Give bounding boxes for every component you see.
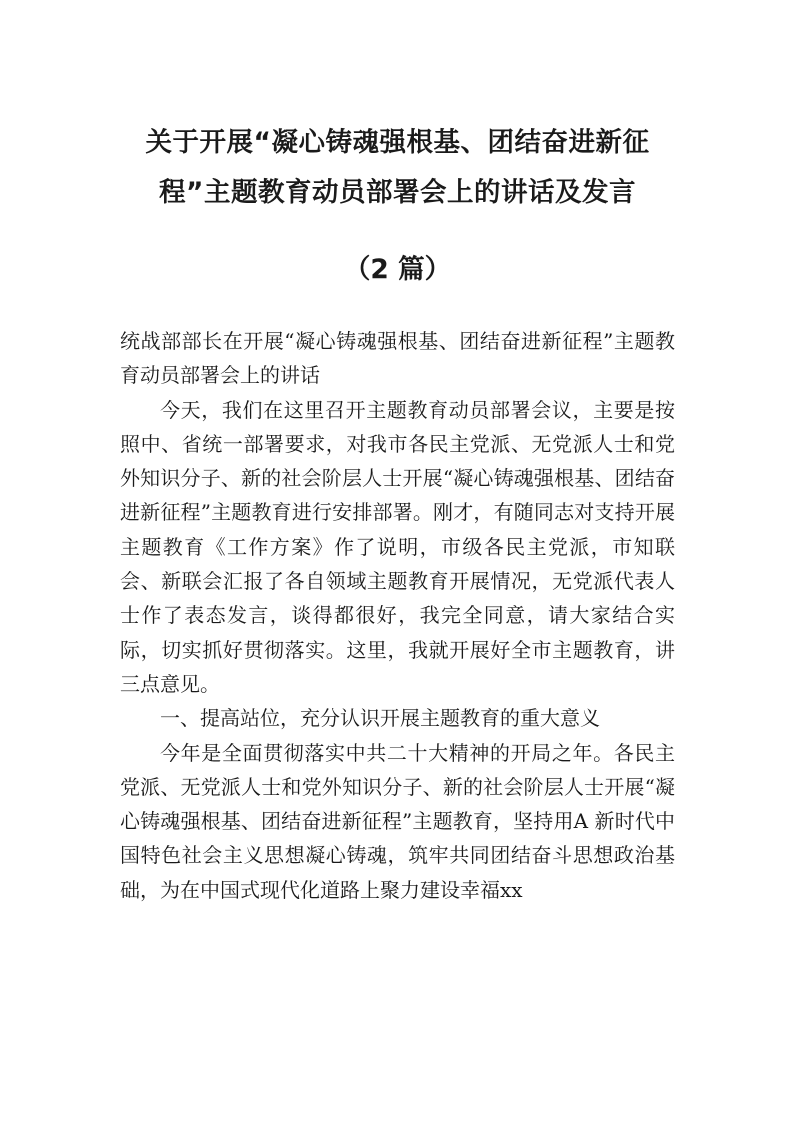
document-title: 关于开展“凝心铸魂强根基、团结奋进新征程”主题教育动员部署会上的讲话及发言 (145, 127, 650, 208)
paragraph: 今天，我们在这里召开主题教育动员部署会议，主要是按照中、省统一部署要求，对我市各民主党派、无党派人士和党外知识分子、新的社会阶层人士开展“凝心铸魂强根基、团结奋进新征程”主题教育进行安排部署。刚才，有随同志对支持开展主题教育《工作方案》作了说明，市级各民主党派，市知联会、新联会汇报了各自领域主题教育开展情况，无党派代表人士作了表态发言，谈得都很好，我完全同意，请大家结合实际，切实抓好贯彻落实。这里，我就开展好全市主题教育，讲三点意见。 (120, 397, 675, 696)
speech-heading: 统战部部长在开展“凝心铸魂强根基、团结奋进新征程”主题教育动员部署会上的讲话 (120, 329, 675, 388)
paragraph: 今年是全面贯彻落实中共二十大精神的开局之年。各民主党派、无党派人士和党外知识分子、新的社会阶层人士开展“凝心铸魂强根基、团结奋进新征程”主题教育，坚持用A 新时代中国特色社会主义思想凝心铸魂，筑牢共同团结奋斗思想政治基础，为在中国式现代化道路上聚力建设幸福xx (120, 740, 675, 902)
document-body (120, 324, 675, 907)
section-heading: 一、提高站位，充分认识开展主题教育的重大意义 (160, 706, 600, 731)
document-subtitle: （2 篇） (343, 254, 452, 285)
